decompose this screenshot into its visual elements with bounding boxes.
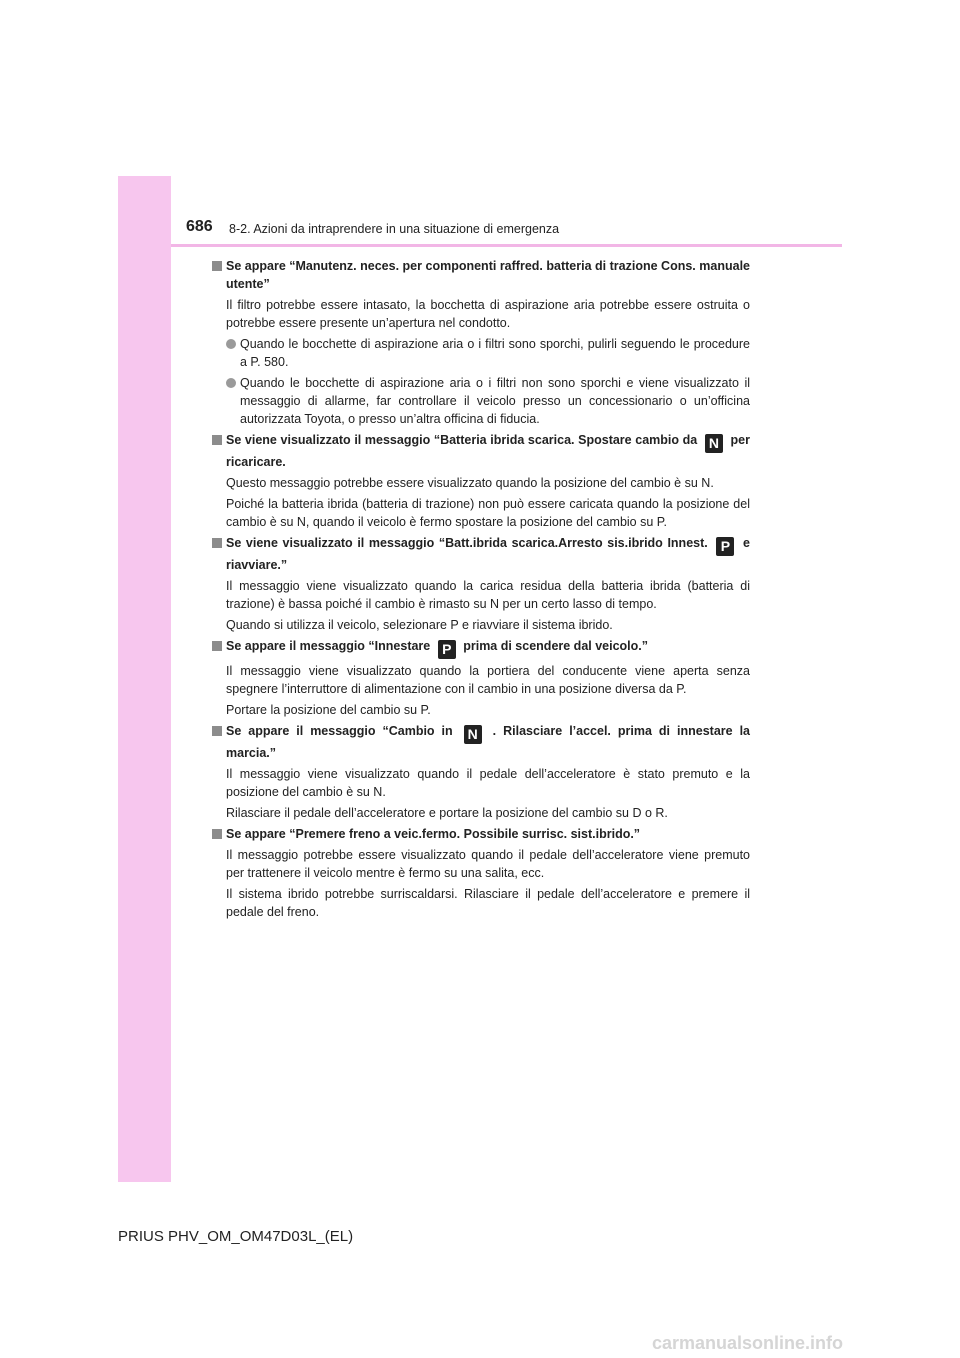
paragraph: Portare la posizione del cambio su P. bbox=[226, 703, 431, 717]
section-heading-text: Se viene visualizzato il messaggio “Batteria ibrida scarica. Spostare cambio da bbox=[226, 433, 698, 447]
section-heading bbox=[210, 637, 750, 659]
square-bullet-icon bbox=[212, 261, 222, 271]
page-content bbox=[210, 257, 750, 924]
square-bullet-icon bbox=[212, 538, 222, 548]
section-heading-text: Se appare il messaggio “Cambio in bbox=[226, 724, 453, 738]
square-bullet-icon bbox=[212, 726, 222, 736]
paragraph: Poiché la batteria ibrida (batteria di trazione) non può essere caricata quando la posizione del cambio è su N, quando il veicolo è fermo spostare la posizione del cambio su P. bbox=[226, 497, 750, 529]
square-bullet-icon bbox=[212, 641, 222, 651]
paragraph: Il messaggio potrebbe essere visualizzato quando il pedale dell’acceleratore viene premuto per trattenere il veicolo mentre è fermo su una salita, ecc. bbox=[226, 848, 750, 880]
section-heading bbox=[210, 534, 750, 574]
gear-p-icon: P bbox=[716, 537, 734, 556]
gear-n-icon: N bbox=[464, 725, 482, 744]
paragraph: Quando si utilizza il veicolo, selezionare P e riavviare il sistema ibrido. bbox=[226, 618, 613, 632]
section-heading-text: e riavviare.” bbox=[226, 536, 750, 572]
section-heading-text: Se viene visualizzato il messaggio “Batt.ibrida scarica.Arresto sis.ibrido Innest. bbox=[226, 536, 708, 550]
section-heading bbox=[210, 257, 750, 293]
section-heading bbox=[210, 722, 750, 762]
section-heading-text: . Rilasciare l’accel. prima di innestare la marcia.” bbox=[226, 724, 750, 760]
footer-doc-id: PRIUS PHV_OM_OM47D03L_(EL) bbox=[118, 1228, 354, 1245]
section-heading-text: Se appare “Manutenz. neces. per componenti raffred. batteria di trazione Cons. manuale utente” bbox=[226, 259, 750, 291]
paragraph: Il filtro potrebbe essere intasato, la bocchetta di aspirazione aria potrebbe essere ostruita o potrebbe essere presente un’apertura nel condotto. bbox=[226, 298, 750, 330]
section-title: 8-2. Azioni da intraprendere in una situazione di emergenza bbox=[229, 222, 560, 236]
paragraph: Rilasciare il pedale dell’acceleratore e portare la posizione del cambio su D o R. bbox=[226, 806, 668, 820]
round-bullet-icon bbox=[226, 339, 236, 349]
paragraph: Il messaggio viene visualizzato quando il pedale dell’acceleratore è stato premuto e la posizione del cambio è su N. bbox=[226, 767, 750, 799]
list-item bbox=[226, 335, 750, 371]
list-item-text: Quando le bocchette di aspirazione aria o i filtri non sono sporchi e viene visualizzato il messaggio di allarme, far controllare il veicolo presso un concessionario o un’officina autorizzata Toyota, o presso un’altra officina di fiducia. bbox=[240, 376, 750, 426]
list-item bbox=[226, 374, 750, 428]
gear-n-icon: N bbox=[705, 434, 723, 453]
round-bullet-icon bbox=[226, 378, 236, 388]
square-bullet-icon bbox=[212, 829, 222, 839]
watermark[interactable]: carmanualsonline.info bbox=[652, 1333, 844, 1353]
paragraph: Il messaggio viene visualizzato quando la carica residua della batteria ibrida (batteria di trazione) è bassa poiché il cambio è rimasto su N per un certo lasso di tempo. bbox=[226, 579, 750, 611]
paragraph: Il sistema ibrido potrebbe surriscaldarsi. Rilasciare il pedale dell’acceleratore e premere il pedale del freno. bbox=[226, 887, 750, 919]
section-heading-text: Se appare il messaggio “Innestare bbox=[226, 639, 431, 653]
paragraph: Il messaggio viene visualizzato quando la portiera del conducente viene aperta senza spegnere l’interruttore di alimentazione con il cambio in una posizione diversa da P. bbox=[226, 664, 750, 696]
list-item-text: Quando le bocchette di aspirazione aria o i filtri sono sporchi, pulirli seguendo le procedure a P. 580. bbox=[240, 337, 750, 369]
section-heading-text: per ricaricare. bbox=[226, 433, 750, 469]
section-heading bbox=[210, 825, 750, 843]
chapter-sidebar-band bbox=[118, 176, 171, 1182]
section-heading-text: prima di scendere dal veicolo.” bbox=[463, 639, 649, 653]
section-heading-text: Se appare “Premere freno a veic.fermo. Possibile surrisc. sist.ibrido.” bbox=[226, 827, 641, 841]
gear-p-icon: P bbox=[438, 640, 456, 659]
header-rule bbox=[171, 244, 842, 247]
paragraph: Questo messaggio potrebbe essere visualizzato quando la posizione del cambio è su N. bbox=[226, 476, 714, 490]
section-heading bbox=[210, 431, 750, 471]
page-number: 686 bbox=[186, 218, 213, 235]
square-bullet-icon bbox=[212, 435, 222, 445]
